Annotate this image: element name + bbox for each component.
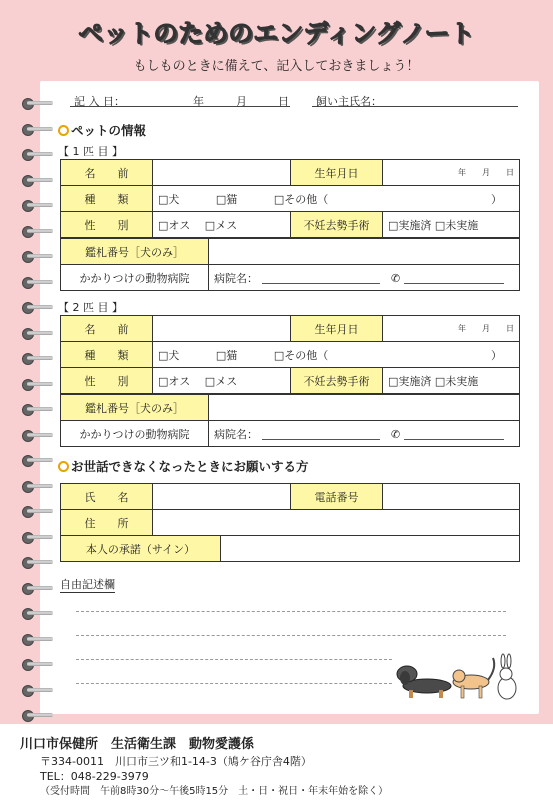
pet1-name-field[interactable] <box>153 160 291 186</box>
care-consent-table <box>60 535 520 562</box>
table-row <box>61 160 520 186</box>
spiral-ring-icon <box>22 455 52 465</box>
pet1-heading: 【 1 匹 目 】 <box>58 145 123 158</box>
record-month: 月 <box>236 95 247 108</box>
footer-tel: TEL：048-229-3979 <box>40 770 149 783</box>
pet2-hospital-name-label: 病院名： <box>214 427 258 441</box>
pet2-table-lower <box>60 394 520 447</box>
pet2-sex-label: 性 別 <box>61 368 153 394</box>
spiral-ring-icon <box>22 430 52 440</box>
record-date-label: 記 入 日： <box>74 95 125 108</box>
free-description-line[interactable] <box>76 683 392 684</box>
spiral-ring-icon <box>22 226 52 236</box>
record-date-field[interactable] <box>70 106 290 107</box>
pets-illustration <box>393 652 523 704</box>
spiral-ring-icon <box>22 506 52 516</box>
pet2-sex-female-checkbox[interactable]: □メス <box>204 374 238 388</box>
table-row <box>61 316 520 342</box>
pet2-neuter-label: 不妊去勢手術 <box>291 368 383 394</box>
table-row <box>61 510 520 536</box>
pet2-sex-male-checkbox[interactable]: □オス <box>158 374 191 388</box>
pet2-kind-close-paren: ） <box>491 348 502 362</box>
spiral-ring-icon <box>22 532 52 542</box>
pet1-tag-label: 鑑札番号［犬のみ］ <box>61 239 209 265</box>
owner-name-field[interactable] <box>312 106 518 107</box>
pet2-neuter-options <box>383 368 520 394</box>
care-phone-field[interactable] <box>383 484 520 510</box>
spiral-ring-icon <box>22 634 52 644</box>
pet2-kind-cat-checkbox[interactable]: □猫 <box>215 348 238 362</box>
spiral-ring-icon <box>22 685 52 695</box>
pet2-hospital-field[interactable] <box>209 421 520 447</box>
pet1-neuter-not-checkbox[interactable]: □未実施 <box>434 218 479 232</box>
cat-illustration <box>453 658 494 698</box>
pet1-birthday-label: 生年月日 <box>291 160 383 186</box>
spiral-ring-icon <box>22 659 52 669</box>
pet1-kind-options <box>153 186 520 212</box>
free-description-line[interactable] <box>76 635 506 636</box>
pet1-kind-close-paren: ） <box>491 192 502 206</box>
spiral-ring-icon <box>22 710 52 720</box>
pet2-birthday-label: 生年月日 <box>291 316 383 342</box>
care-phone-label: 電話番号 <box>291 484 383 510</box>
spiral-ring-icon <box>22 302 52 312</box>
pet2-hospital-name-line <box>262 439 380 440</box>
footer-organization: 川口市保健所 生活衛生課 動物愛護係 <box>20 737 255 752</box>
pet2-sex-options <box>153 368 291 394</box>
table-row <box>61 395 520 421</box>
pet1-hospital-phone-line <box>404 283 504 284</box>
circle-marker-icon <box>58 461 69 472</box>
rabbit-illustration <box>498 654 516 699</box>
pet1-table <box>60 159 520 238</box>
pet1-birthday-field[interactable]: 年 月 日 <box>383 160 520 186</box>
table-row <box>61 536 520 562</box>
free-description-title: 自由記述欄 <box>60 578 115 591</box>
spiral-ring-icon <box>22 175 52 185</box>
pet1-kind-cat-checkbox[interactable]: □猫 <box>215 192 238 206</box>
pet2-name-field[interactable] <box>153 316 291 342</box>
table-row <box>61 239 520 265</box>
table-row <box>61 342 520 368</box>
pet2-kind-options <box>153 342 520 368</box>
care-table <box>60 483 520 536</box>
spiral-ring-icon <box>22 583 52 593</box>
phone-icon: ✆ <box>391 271 401 285</box>
pet2-hospital-phone-line <box>404 439 504 440</box>
pet1-kind-dog-checkbox[interactable]: □犬 <box>158 192 180 206</box>
table-row <box>61 212 520 238</box>
pet2-heading: 【 2 匹 目 】 <box>58 301 123 314</box>
spiral-ring-icon <box>22 608 52 618</box>
pet2-neuter-done-checkbox[interactable]: □実施済 <box>388 374 432 388</box>
pet2-hospital-label: かかりつけの動物病院 <box>61 421 209 447</box>
pet1-neuter-label: 不妊去勢手術 <box>291 212 383 238</box>
pet1-neuter-options <box>383 212 520 238</box>
table-row <box>61 265 520 291</box>
pet2-name-label: 名 前 <box>61 316 153 342</box>
circle-marker-icon <box>58 125 69 136</box>
page-subtitle: もしものときに備えて、記入しておきましょう！ <box>133 59 420 74</box>
care-consent-field[interactable] <box>221 536 520 562</box>
spiral-ring-icon <box>22 353 52 363</box>
spiral-ring-icon <box>22 149 52 159</box>
pet2-neuter-not-checkbox[interactable]: □未実施 <box>434 374 479 388</box>
record-day: 日 <box>278 95 289 108</box>
care-consent-label: 本人の承諾（サイン） <box>61 536 221 562</box>
pet1-kind-label: 種 類 <box>61 186 153 212</box>
pet1-sex-options <box>153 212 291 238</box>
pet1-hospital-name-label: 病院名： <box>214 271 258 285</box>
spiral-ring-icon <box>22 557 52 567</box>
free-description-line[interactable] <box>76 659 392 660</box>
pet2-table <box>60 315 520 394</box>
footer-address: 〒334-0011 川口市三ツ和1-14-3（鳩ケ谷庁舎4階） <box>40 755 312 768</box>
pet1-hospital-name-line <box>262 283 380 284</box>
pet1-hospital-label: かかりつけの動物病院 <box>61 265 209 291</box>
pet1-neuter-done-checkbox[interactable]: □実施済 <box>388 218 432 232</box>
pet2-birthday-field[interactable]: 年 月 日 <box>383 316 520 342</box>
spiral-ring-icon <box>22 98 52 108</box>
pet1-tag-field[interactable] <box>209 239 520 265</box>
spiral-ring-icon <box>22 277 52 287</box>
spiral-ring-icon <box>22 379 52 389</box>
free-description-line[interactable] <box>76 611 506 612</box>
pet2-kind-label: 種 類 <box>61 342 153 368</box>
spiral-ring-icon <box>22 328 52 338</box>
pet1-name-label: 名 前 <box>61 160 153 186</box>
pet1-sex-male-checkbox[interactable]: □オス <box>158 218 191 232</box>
spiral-ring-icon <box>22 200 52 210</box>
care-section-title: お世話できなくなったときにお願いする方 <box>58 457 309 475</box>
pet1-sex-label: 性 別 <box>61 212 153 238</box>
care-address-label: 住 所 <box>61 510 153 536</box>
dachshund-illustration <box>397 666 451 698</box>
pet-info-section-title: ペットの情報 <box>58 121 146 139</box>
spiral-ring-icon <box>22 124 52 134</box>
pet2-kind-dog-checkbox[interactable]: □犬 <box>158 348 180 362</box>
table-row <box>61 484 520 510</box>
care-name-label: 氏 名 <box>61 484 153 510</box>
page-title: ペットのためのエンディングノート <box>78 19 475 48</box>
pet1-kind-other-checkbox[interactable]: □その他（ <box>273 192 329 206</box>
pet2-kind-other-checkbox[interactable]: □その他（ <box>273 348 329 362</box>
footer-hours: （受付時間 午前8時30分～午後5時15分 土・日・祝日・年末年始を除く） <box>40 786 389 797</box>
spiral-ring-icon <box>22 481 52 491</box>
pet2-tag-label: 鑑札番号［犬のみ］ <box>61 395 209 421</box>
pet1-table-lower <box>60 238 520 291</box>
table-row <box>61 421 520 447</box>
owner-name-label: 飼い主氏名： <box>316 95 382 108</box>
care-name-field[interactable] <box>153 484 291 510</box>
record-year: 年 <box>193 95 204 108</box>
spiral-ring-icon <box>22 404 52 414</box>
pet1-sex-female-checkbox[interactable]: □メス <box>204 218 238 232</box>
table-row <box>61 368 520 394</box>
spiral-ring-icon <box>22 251 52 261</box>
pet1-hospital-field[interactable] <box>209 265 520 291</box>
care-address-field[interactable] <box>153 510 520 536</box>
phone-icon: ✆ <box>391 427 401 441</box>
pet2-tag-field[interactable] <box>209 395 520 421</box>
table-row <box>61 186 520 212</box>
